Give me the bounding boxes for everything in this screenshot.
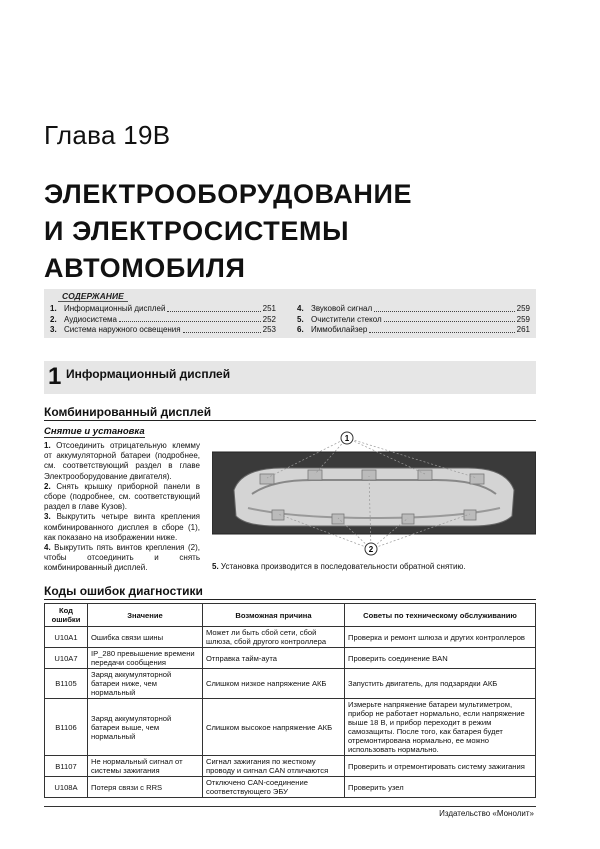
step: 4. Выкрутить пять винтов крепления (2), чтобы отсоединить и снять комбинированный дисплей. <box>44 543 200 573</box>
main-title-line-1: ЭЛЕКТРООБОРУДОВАНИЕ <box>44 179 413 209</box>
procedure-steps <box>44 441 200 574</box>
toc-item[interactable]: 6. Иммобилайзер 261 <box>297 325 530 334</box>
step: 3. Выкрутить четыре винта крепления комбинированного дисплея в сборе (1), как показано на изображении ниже. <box>44 512 200 542</box>
table-row: B1105 Заряд аккумуляторной батареи ниже, чем нормальный Слишком низкое напряжение АКБ Запустить двигатель, для подзарядки АКБ <box>45 669 536 699</box>
callout-2: 2 <box>368 545 374 554</box>
footer-divider <box>44 806 536 807</box>
toc-heading: СОДЕРЖАНИЕ <box>58 291 128 302</box>
col-header-meaning: Значение <box>88 604 203 627</box>
table-row: U10A7 IP_280 превышение времени передачи сообщения Отправка тайм-аута Проверить соединение BAN <box>45 648 536 669</box>
step-5: 5. Установка производится в последовательности обратной снятию. <box>212 562 466 571</box>
table-row: B1107 Не нормальный сигнал от системы зажигания Сигнал зажигания по жесткому проводу и сигнал CAN отличаются Проверить и отремонтировать систему зажигания <box>45 756 536 777</box>
toc-column-right <box>297 304 530 336</box>
instrument-cluster-figure <box>212 428 536 558</box>
callout-1: 1 <box>344 434 350 443</box>
codes-heading: Коды ошибок диагностики <box>44 584 536 600</box>
publisher-credit: Издательство «Монолит» <box>439 809 534 818</box>
toc-item[interactable]: 1. Информационный дисплей 251 <box>50 304 276 313</box>
col-header-cause: Возможная причина <box>203 604 345 627</box>
main-title-line-2: И ЭЛЕКТРОСИСТЕМЫ <box>44 216 350 246</box>
table-row: U108A Потеря связи с RRS Отключено CAN-соединение соответствующего ЭБУ Проверить узел <box>45 777 536 798</box>
toc-item[interactable]: 2. Аудиосистема 252 <box>50 314 276 324</box>
section-title: Информационный дисплей <box>66 367 231 381</box>
section-number: 1 <box>48 363 62 390</box>
toc-item[interactable]: 4. Звуковой сигнал 259 <box>297 304 530 313</box>
section-header <box>44 361 536 394</box>
main-title <box>44 176 412 287</box>
col-header-code: Код ошибки <box>45 604 88 627</box>
step: 1. Отсоединить отрицательную клемму от аккумуляторной батареи (подробнее, см. соответствующий раздел в главе Электрооборудование двигателя). <box>44 441 200 481</box>
subsection-heading: Комбинированный дисплей <box>44 405 536 421</box>
step: 2. Снять крышку приборной панели в сборе (подробнее, см. соответствующий раздел в главе Кузов). <box>44 481 200 512</box>
toc-column-left <box>50 304 276 336</box>
table-row: U10A1 Ошибка связи шины Может ли быть сбой сети, сбой шлюза, сбой другого контроллера Проверка и ремонт шлюза и других контроллеров <box>45 627 536 648</box>
table-row: B1106 Заряд аккумуляторной батареи выше, чем нормальный Слишком высокое напряжение АКБ Измерьте напряжение батареи мультиметром, прибор не работает нормально, если напряжение выше 18 В, и прибор переходит в режим самозащиты. После того, как батарея будет отремонтирована нормально, ее можно использовать нормально. <box>45 699 536 756</box>
col-header-advice: Советы по техническому обслуживанию <box>345 604 536 627</box>
diagnostic-codes-table <box>44 603 536 798</box>
table-header-row <box>45 604 536 627</box>
toc-item[interactable]: 5. Очистители стекол 259 <box>297 314 530 324</box>
chapter-title: Глава 19B <box>44 120 171 150</box>
toc-item[interactable]: 3. Система наружного освещения 253 <box>50 325 276 334</box>
main-title-line-3: АВТОМОБИЛЯ <box>44 253 246 283</box>
removal-heading: Снятие и установка <box>44 426 145 437</box>
table-of-contents <box>44 289 536 338</box>
